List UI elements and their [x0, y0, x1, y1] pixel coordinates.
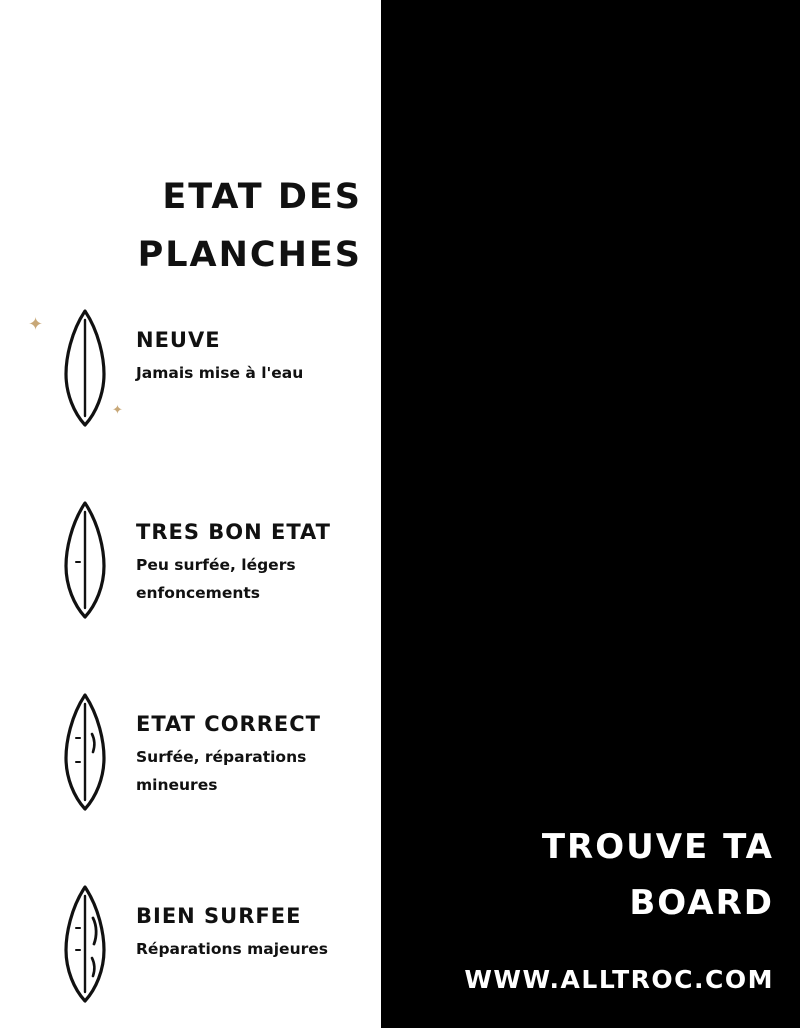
surfboard-icon — [52, 884, 118, 1004]
list-item-description: Peu surfée, légers enfoncements — [136, 556, 296, 602]
page-title — [0, 168, 362, 284]
surfboard-icon — [52, 692, 118, 812]
brand-line-1: TROUVE TA — [541, 827, 774, 867]
list-item-text — [136, 328, 376, 387]
list-item — [0, 684, 381, 876]
list-item-description: Surfée, réparations mineures — [136, 748, 307, 794]
sparkle-icon: ✦ — [112, 403, 123, 418]
list-item-label: NEUVE — [136, 328, 221, 352]
list-item-text — [136, 520, 376, 607]
brand-block — [381, 819, 774, 994]
list-item-description: Jamais mise à l'eau — [136, 364, 304, 382]
sparkle-icon: ✦ — [28, 314, 44, 335]
surfboard-icon — [52, 500, 118, 620]
list-item — [0, 492, 381, 684]
condition-list — [0, 300, 381, 1028]
list-item-description: Réparations majeures — [136, 940, 328, 958]
list-item — [0, 876, 381, 1028]
list-item-text — [136, 904, 376, 963]
brand-line-2: BOARD — [629, 883, 774, 923]
list-item-label: TRES BON ETAT — [136, 520, 332, 544]
list-item — [0, 300, 381, 492]
list-item-text — [136, 712, 376, 799]
list-item-label: BIEN SURFEE — [136, 904, 302, 928]
list-item-label: ETAT CORRECT — [136, 712, 321, 736]
brand-website[interactable]: WWW.ALLTROC.COM — [464, 965, 774, 994]
page-title-line-2: PLANCHES — [137, 235, 362, 275]
page-title-line-1: ETAT DES — [162, 177, 362, 217]
surfboard-icon — [52, 308, 118, 428]
brand-panel — [381, 0, 800, 1028]
